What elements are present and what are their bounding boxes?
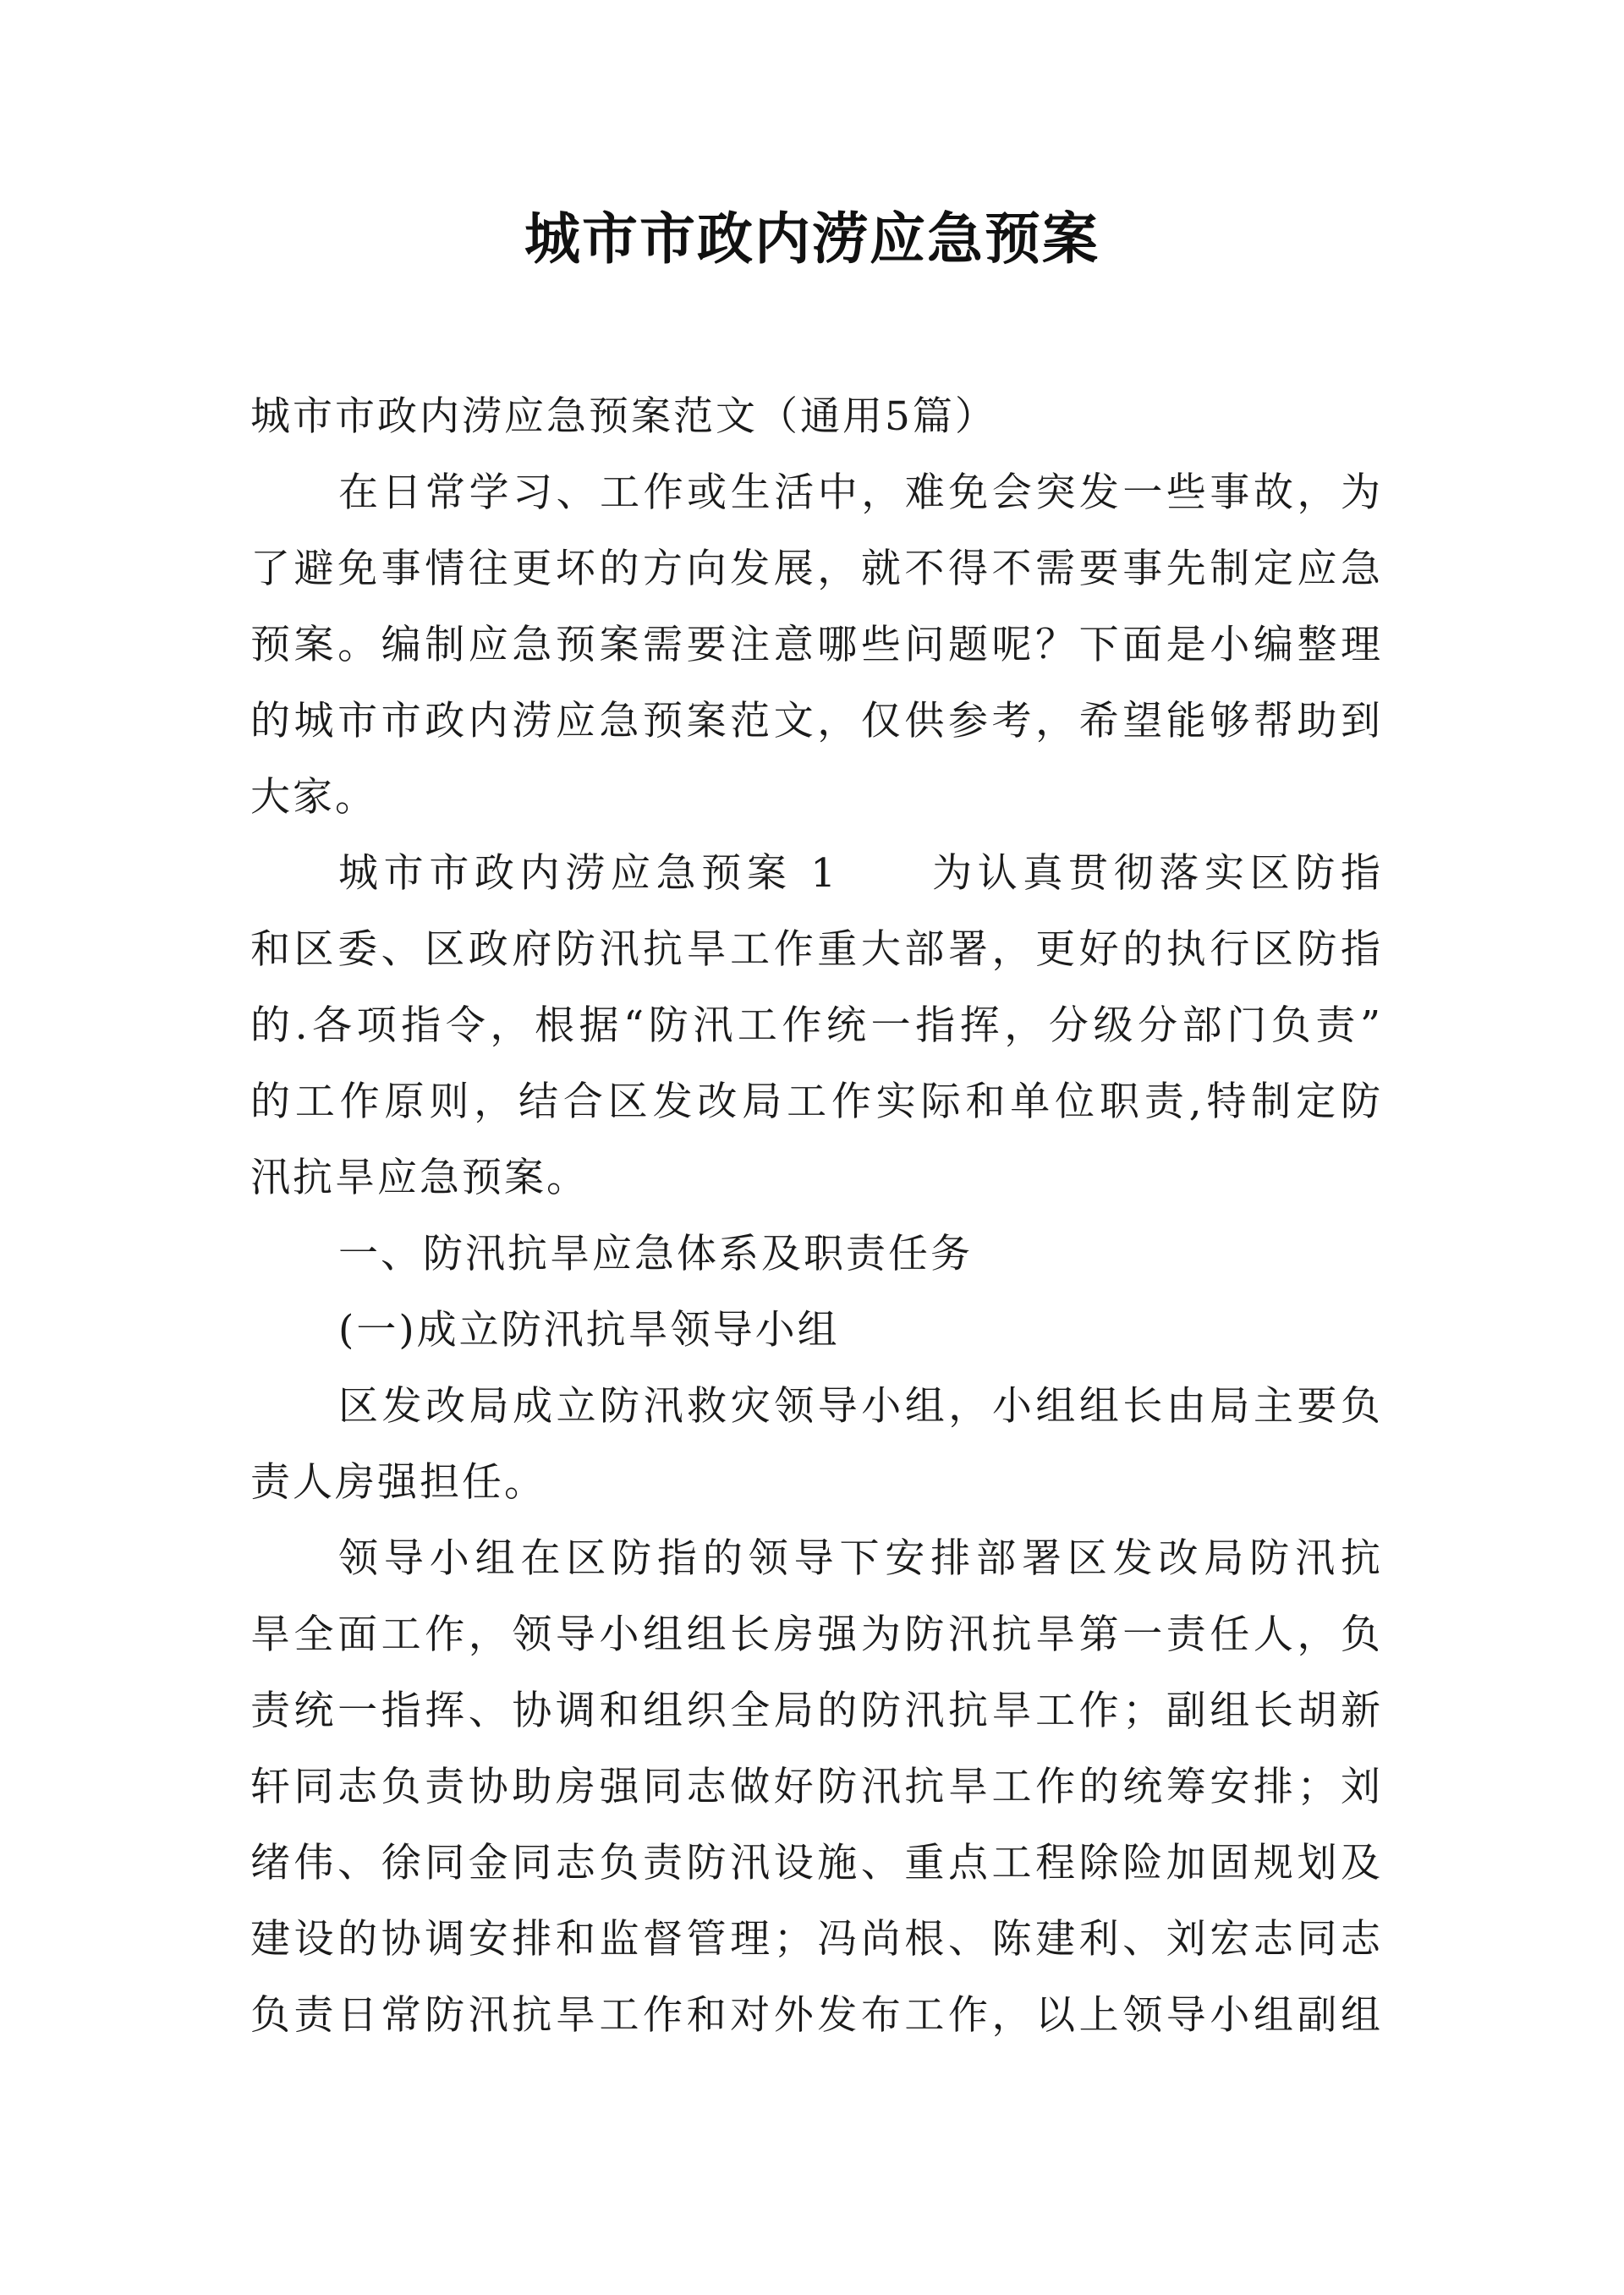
paragraph-line: 绪伟、徐同金同志负责防汛设施、重点工程除险加固规划及 <box>250 1840 1380 1886</box>
paragraph-line: 责人房强担任。 <box>250 1459 546 1506</box>
paragraph-line: 在日常学习、工作或生活中，难免会突发一些事故，为 <box>338 469 1380 516</box>
paragraph-line: 了避免事情往更坏的方向发展，就不得不需要事先制定应急 <box>250 546 1380 592</box>
paragraph-line: 预案。编制应急预案需要注意哪些问题呢？下面是小编整理 <box>250 622 1380 668</box>
subtitle-line: 城市市政内涝应急预案范文（通用5篇） <box>250 393 997 440</box>
paragraph-line: 责统一指挥、协调和组织全局的防汛抗旱工作；副组长胡新 <box>250 1688 1380 1734</box>
paragraph-line: 轩同志负责协助房强同志做好防汛抗旱工作的统筹安排；刘 <box>250 1764 1380 1810</box>
paragraph-line: 旱全面工作，领导小组组长房强为防汛抗旱第一责任人，负 <box>250 1611 1380 1658</box>
document-title: 城市市政内涝应急预案 <box>524 206 1100 272</box>
document-body <box>250 379 1380 2054</box>
paragraph-line: 建设的协调安排和监督管理；冯尚根、陈建利、刘宏志同志 <box>250 1916 1380 1963</box>
section-heading: 一、防汛抗旱应急体系及职责任务 <box>338 1231 973 1277</box>
paragraph-line: 的.各项指令，根据“防汛工作统一指挥，分级分部门负责” <box>250 1002 1380 1049</box>
paragraph-line: 汛抗旱应急预案。 <box>250 1155 589 1201</box>
paragraph-line: 城市市政内涝应急预案 1 为认真贯彻落实区防指 <box>338 850 1380 897</box>
paragraph-line: 和区委、区政府防汛抗旱工作重大部署，更好的执行区防指 <box>250 926 1380 973</box>
paragraph-line: 领导小组在区防指的领导下安排部署区发改局防汛抗 <box>338 1535 1380 1582</box>
paragraph-line: 负责日常防汛抗旱工作和对外发布工作，以上领导小组副组 <box>250 1992 1380 2039</box>
paragraph-line: 的城市市政内涝应急预案范文，仅供参考，希望能够帮助到 <box>250 698 1380 744</box>
paragraph-line: 的工作原则，结合区发改局工作实际和单位职责,特制定防 <box>250 1079 1380 1125</box>
paragraph-line: 大家。 <box>250 774 377 821</box>
subsection-heading: (一)成立防汛抗旱领导小组 <box>338 1307 840 1353</box>
paragraph-line: 区发改局成立防汛救灾领导小组，小组组长由局主要负 <box>338 1383 1380 1430</box>
